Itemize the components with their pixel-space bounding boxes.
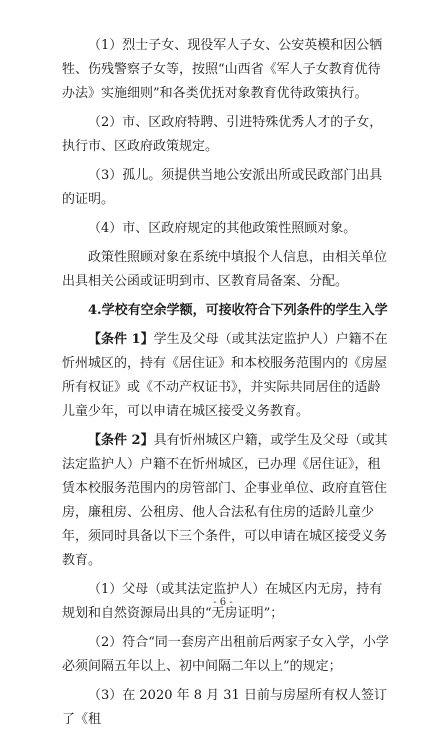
- condition-2-label: 【条件 2】: [88, 433, 154, 448]
- paragraph-2: （2）市、区政府特聘、引进特殊优秀人才的子女，执行市、区政府政策规定。: [62, 115, 383, 154]
- page-number: - 6 -: [213, 597, 233, 608]
- condition-2-paragraph: [62, 429, 392, 573]
- condition-1-label: 【条件 1】: [88, 332, 154, 347]
- paragraph-10: （2）符合“同一套房产出租前后两家子女入学，小学必须间隔五年以上、初中间隔二年以上”的规定；: [62, 635, 389, 674]
- condition-1-paragraph: [62, 328, 392, 424]
- paragraph-1: （1）烈士子女、现役军人子女、公安英模和因公牺牲、伤残警察子女等，按照“山西省《军人子女教育优待办法》实施细则”和各类优抚对象教育优待政策执行。: [62, 38, 383, 101]
- document-body: [62, 34, 392, 737]
- paragraph-11: （3）在 2020 年 8 月 31 日前与房屋所有权人签订了《租: [62, 688, 387, 727]
- paragraph-5: 政策性照顾对象在系统中填报个人信息，由相关单位出具相关公函或证明到市、区教育局备案、分配。: [62, 250, 388, 289]
- condition-1-text: 学生及父母（或其法定监护人）户籍不在忻州城区的，持有《居住证》和本校服务范围内的《房屋所有权证》或《不动产权证书》，并实际共同居住的适龄儿童少年，可以申请在城区接受义务教育。: [62, 332, 388, 419]
- paragraph-4: （4）市、区政府规定的其他政策性照顾对象。: [88, 221, 357, 236]
- paragraph-9: （1）父母（或其法定监护人）在城区内无房，持有规划和自然资源局出具的“无房证明”；: [62, 582, 383, 621]
- condition-2-text: 具有忻州城区户籍，或学生及父母（或其法定监护人）户籍不在忻州城区，已办理《居住证》，租赁本校服务范围内的房管部门、企事业单位、政府直管住房，廉租房、公租房、他人合法私有住房的适龄儿童少年，须同时具备以下三个条件，可以申请在城区接受义务教育。: [62, 433, 388, 568]
- section-heading: 4.学校有空余学额，可接收符合下列条件的学生入学: [88, 303, 388, 318]
- paragraph-3: （3）孤儿。须提供当地公安派出所或民政部门出具的证明。: [62, 168, 383, 207]
